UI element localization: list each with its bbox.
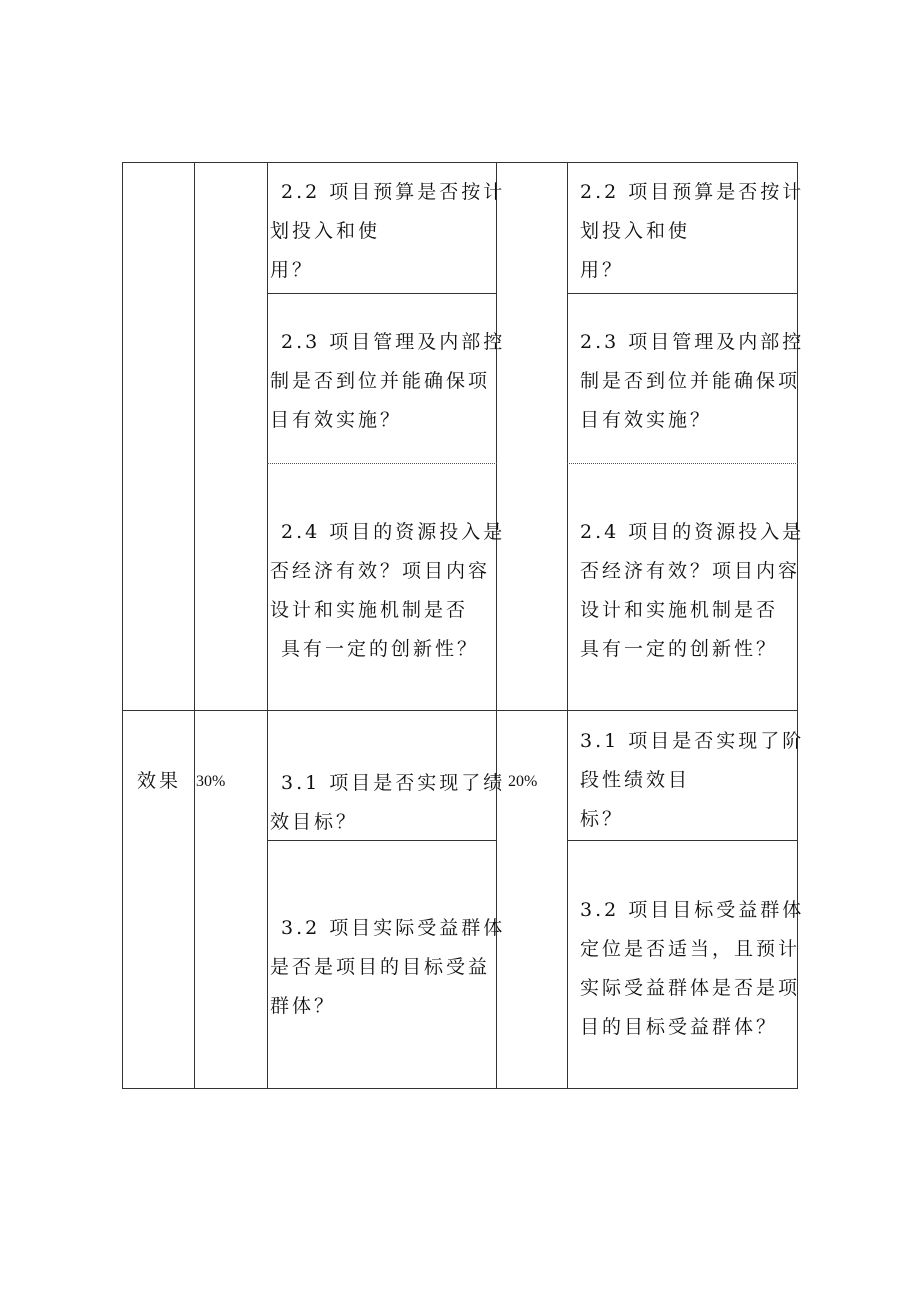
text-line: 2.3 项目管理及内部控 <box>580 331 805 353</box>
text-line: 目有效实施？ <box>580 409 713 431</box>
weight-left: 30% <box>196 773 226 790</box>
text-line: 效目标？ <box>270 811 359 833</box>
text-line: 2.4 项目的资源投入是 <box>580 521 805 543</box>
criterion-3-1-left <box>270 764 505 842</box>
criterion-2-4-left <box>270 513 505 669</box>
text-line: 用？ <box>580 259 625 281</box>
text-line: 标？ <box>580 808 625 830</box>
text-line: 划投入和使 <box>580 220 691 242</box>
text-line: 设计和实施机制是否 <box>270 599 469 621</box>
row-divider-2-2 <box>267 293 497 294</box>
text-line: 具有一定的创新性？ <box>580 638 779 660</box>
text-line: 制是否到位并能确保项 <box>270 370 491 392</box>
category-label-effect: 效果 <box>137 770 182 792</box>
text-line: 3.2 项目目标受益群体 <box>580 899 805 921</box>
row-divider-2-2-right <box>567 293 798 294</box>
text-line: 用？ <box>270 259 315 281</box>
text-line: 目的目标受益群体？ <box>580 1016 779 1038</box>
text-line: 否经济有效？项目内容 <box>580 560 801 582</box>
criterion-3-1-right <box>580 722 804 839</box>
row-divider-2-3-right <box>567 463 798 464</box>
text-line: 3.2 项目实际受益群体 <box>281 917 506 939</box>
table-col-divider-4 <box>567 162 568 1088</box>
table-col-divider-1 <box>194 162 195 1088</box>
text-line: 段性绩效目 <box>580 769 691 791</box>
criterion-2-2-right <box>580 173 804 290</box>
text-line: 2.3 项目管理及内部控 <box>281 331 506 353</box>
text-line: 具有一定的创新性？ <box>281 638 480 660</box>
table-col-divider-2 <box>267 162 268 1088</box>
text-line: 群体？ <box>270 995 337 1017</box>
criterion-2-3-right <box>580 323 804 440</box>
text-line: 目有效实施？ <box>270 409 403 431</box>
text-line: 3.1 项目是否实现了绩 <box>281 772 506 794</box>
text-line: 划投入和使 <box>270 220 381 242</box>
row-divider-2-3 <box>267 463 497 464</box>
text-line: 设计和实施机制是否 <box>580 599 779 621</box>
text-line: 是否是项目的目标受益 <box>270 956 491 978</box>
text-line: 制是否到位并能确保项 <box>580 370 801 392</box>
text-line: 2.2 项目预算是否按计 <box>281 181 506 203</box>
row-divider-3-1-right <box>567 840 798 841</box>
weight-right: 20% <box>508 773 538 790</box>
table-border-top <box>122 162 798 163</box>
section-divider <box>122 710 798 711</box>
text-line: 定位是否适当，且预计 <box>580 938 801 960</box>
criterion-3-2-left <box>270 909 505 1026</box>
criterion-2-2-left <box>270 173 505 290</box>
criterion-3-2-right <box>580 891 804 1047</box>
criterion-2-4-right <box>580 513 804 669</box>
table-border-left <box>122 162 123 1088</box>
text-line: 否经济有效？项目内容 <box>270 560 491 582</box>
text-line: 2.2 项目预算是否按计 <box>580 181 805 203</box>
text-line: 实际受益群体是否是项 <box>580 977 801 999</box>
table-border-bottom <box>122 1088 798 1089</box>
criterion-2-3-left <box>270 323 505 440</box>
text-line: 2.4 项目的资源投入是 <box>281 521 506 543</box>
text-line: 3.1 项目是否实现了阶 <box>580 730 805 752</box>
